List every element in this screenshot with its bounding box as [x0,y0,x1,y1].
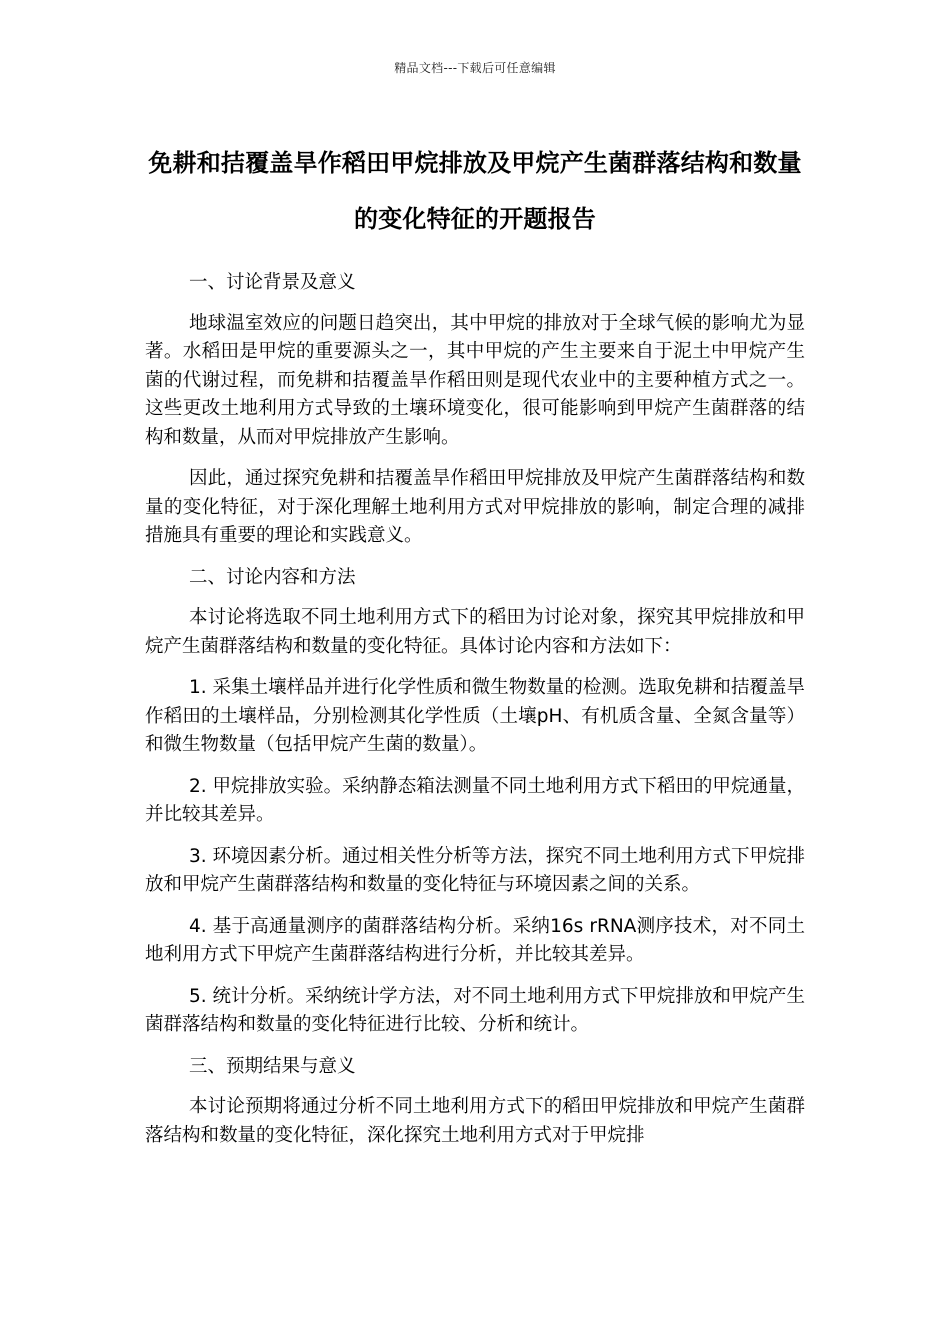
method-item-1: 1. 采集土壤样品并进行化学性质和微生物数量的检测。选取免耕和拮覆盖旱作稻田的土壤样品，分别检测其化学性质（土壤pH、有机质含量、全氮含量等）和微生物数量（包括甲烷产生菌的数量）。 [145,677,805,755]
section-heading-methods: 二、讨论内容和方法 [189,566,356,588]
section-heading-background: 一、讨论背景及意义 [189,272,356,293]
paragraph-methods-intro: 本讨论将选取不同土地利用方式下的稻田为讨论对象，探究其甲烷排放和甲烷产生菌群落结构和数量的变化特征。具体讨论内容和方法如下： [145,607,805,657]
method-item-4: 4. 基于高通量测序的菌群落结构分析。采纳16s rRNA测序技术，对不同土地利用方式下甲烷产生菌群落结构进行分析，并比较其差异。 [145,915,805,965]
method-item-5: 5. 统计分析。采纳统计学方法，对不同土地利用方式下甲烷排放和甲烷产生菌群落结构和数量的变化特征进行比较、分析和统计。 [145,985,805,1035]
section-heading-expected: 三、预期结果与意义 [189,1055,356,1077]
paragraph-background-1: 地球温室效应的问题日趋突出，其中甲烷的排放对于全球气候的影响尤为显著。水稻田是甲烷的重要源头之一，其中甲烷的产生主要来自于泥土中甲烷产生菌的代谢过程，而免耕和拮覆盖旱作稻田则是现代农业中的主要种植方式之一。这些更改土地利用方式导致的土壤环境变化，很可能影响到甲烷产生菌群落的结构和数量，从而对甲烷排放产生影响。 [145,312,805,448]
document-title: 免耕和拮覆盖旱作稻田甲烷排放及甲烷产生菌群落结构和数量的变化特征的开题报告 [148,149,802,233]
document-body [145,269,805,1163]
method-item-2: 2. 甲烷排放实验。采纳静态箱法测量不同土地利用方式下稻田的甲烷通量，并比较其差异。 [145,775,805,825]
paragraph-background-2: 因此，通过探究免耕和拮覆盖旱作稻田甲烷排放及甲烷产生菌群落结构和数量的变化特征，对于深化理解土地利用方式对甲烷排放的影响，制定合理的减排措施具有重要的理论和实践意义。 [145,468,805,546]
method-item-3: 3. 环境因素分析。通过相关性分析等方法，探究不同土地利用方式下甲烷排放和甲烷产生菌群落结构和数量的变化特征与环境因素之间的关系。 [145,845,805,895]
header-note: 精品文档---下载后可任意编辑 [394,61,556,75]
paragraph-expected-1: 本讨论预期将通过分析不同土地利用方式下的稻田甲烷排放和甲烷产生菌群落结构和数量的变化特征，深化探究土地利用方式对于甲烷排 [145,1096,805,1146]
